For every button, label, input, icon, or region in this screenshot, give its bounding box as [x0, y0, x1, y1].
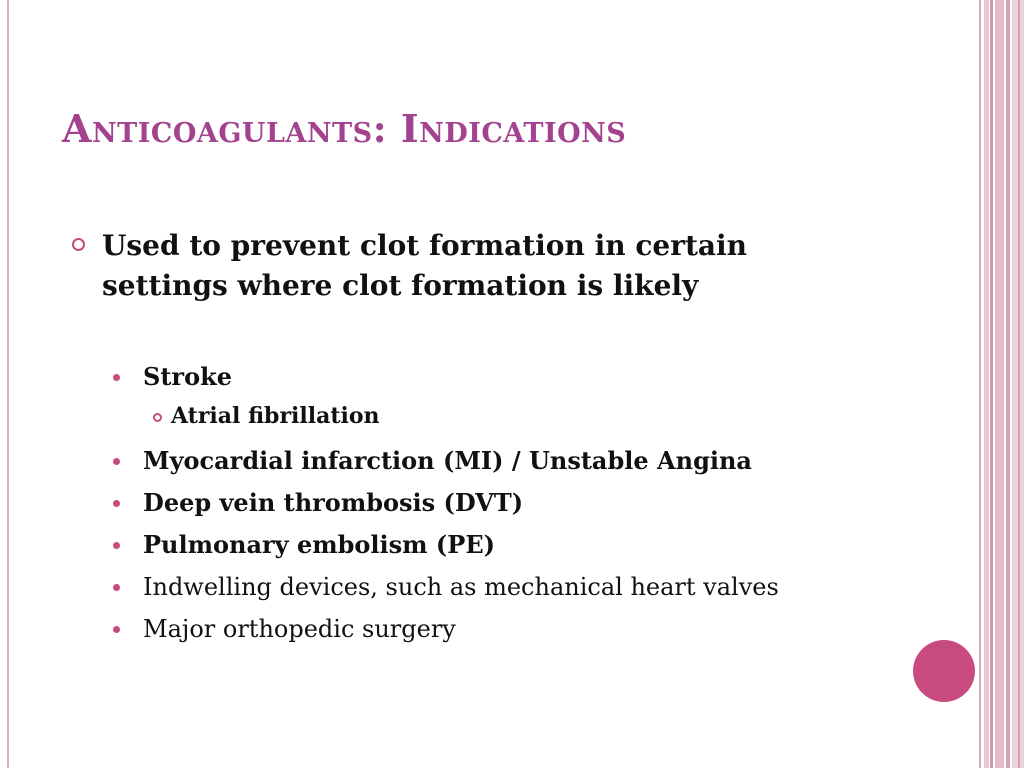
right-decor-stripe	[979, 0, 981, 768]
slide-title: Anticoagulants: Indications	[62, 106, 627, 151]
list-item	[113, 446, 779, 476]
right-decor-stripe	[995, 0, 1004, 768]
list-item	[113, 614, 779, 644]
list-item-nested	[153, 402, 819, 430]
indications-list	[113, 362, 779, 644]
main-bullet-text: Used to prevent clot formation in certain settings where clot formation is likely	[102, 229, 748, 302]
ring-bullet-icon	[72, 238, 85, 251]
right-decor-stripe	[984, 0, 989, 768]
right-decor-stripe	[1018, 0, 1020, 768]
list-item-label: Myocardial infarction (MI) / Unstable Angina	[143, 446, 752, 475]
left-border-line	[7, 0, 9, 768]
list-item	[113, 488, 779, 518]
decorative-circle-icon	[913, 640, 975, 702]
right-decor-stripe	[990, 0, 993, 768]
list-item-label: Stroke	[143, 362, 232, 391]
dot-bullet-icon	[113, 626, 120, 633]
list-item-label: Deep vein thrombosis (DVT)	[143, 488, 524, 517]
dot-bullet-icon	[113, 374, 120, 381]
list-item	[113, 530, 779, 560]
right-decor-stripe	[1006, 0, 1010, 768]
list-item-label: Atrial fibrillation	[171, 403, 380, 429]
list-item-label: Major orthopedic surgery	[143, 615, 456, 643]
dot-bullet-icon	[113, 584, 120, 591]
dot-bullet-icon	[113, 458, 120, 465]
list-item	[113, 572, 779, 602]
dot-bullet-icon	[113, 500, 120, 507]
dot-bullet-icon	[113, 542, 120, 549]
list-item-label: Pulmonary embolism (PE)	[143, 530, 495, 559]
list-item-label: Indwelling devices, such as mechanical heart valves	[143, 573, 779, 601]
small-ring-bullet-icon	[153, 413, 162, 422]
list-item	[113, 362, 779, 392]
